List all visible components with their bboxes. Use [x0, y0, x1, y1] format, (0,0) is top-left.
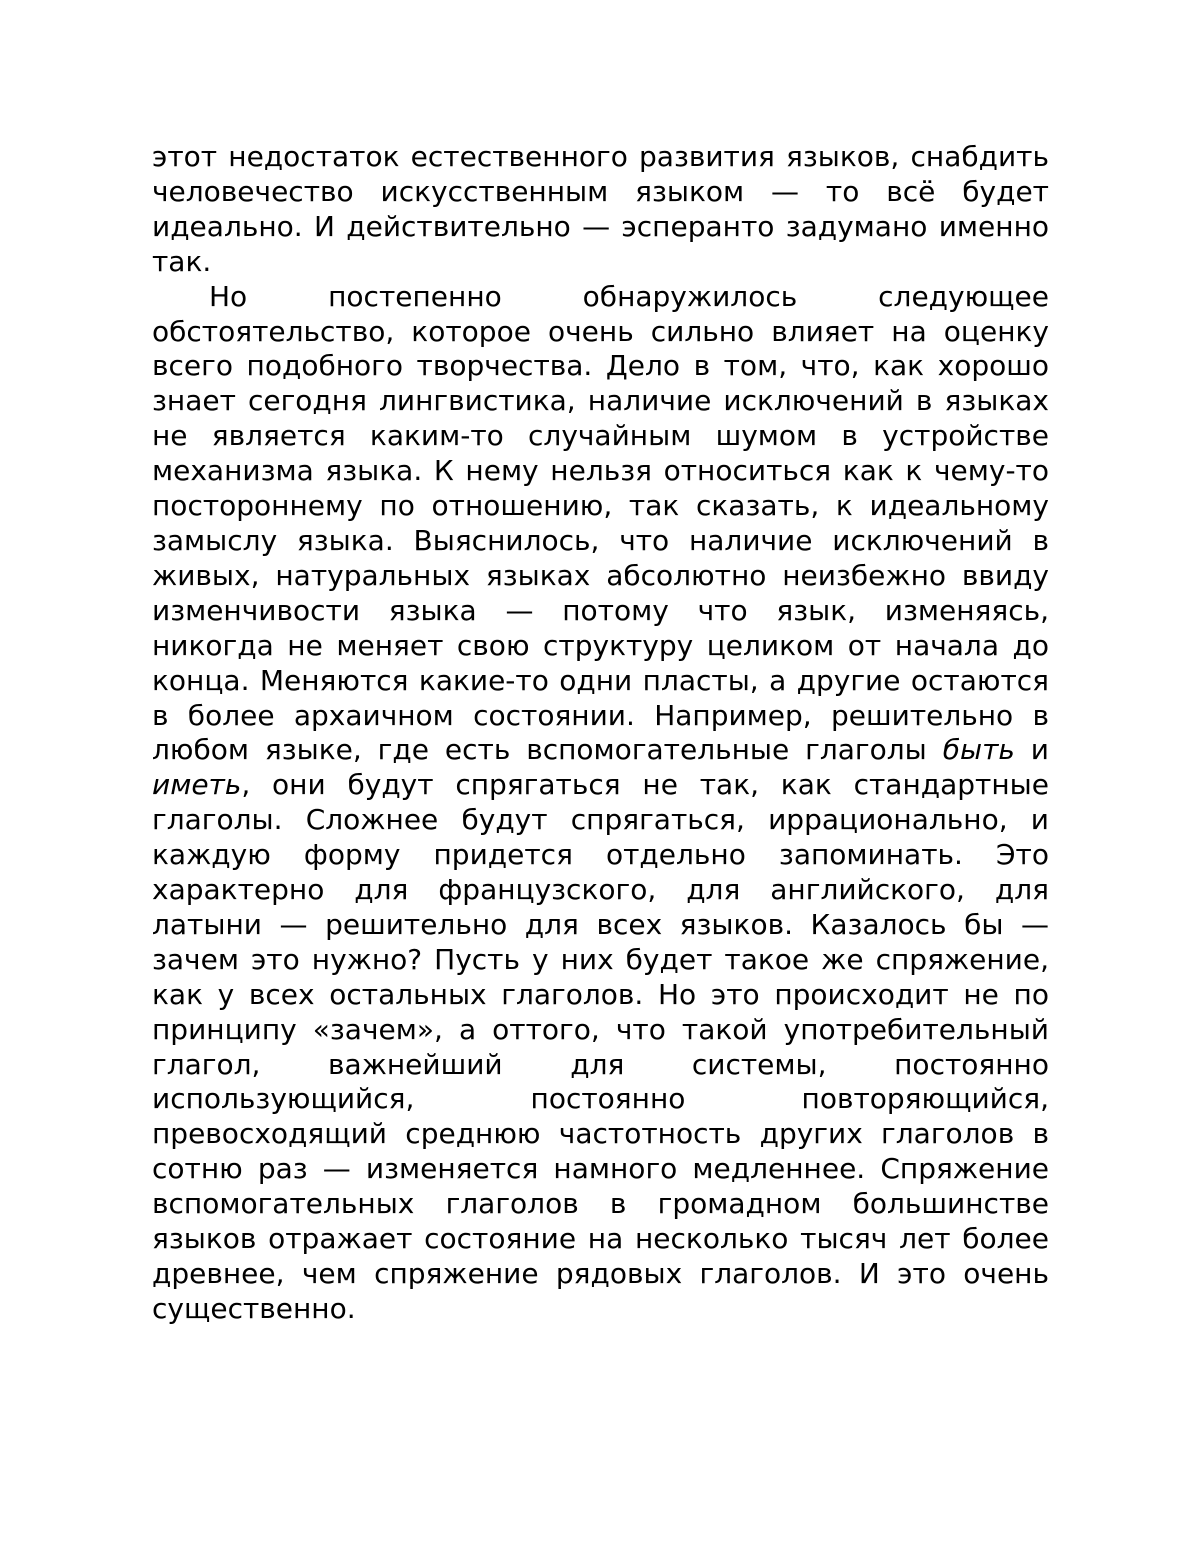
paragraph-1-text: этот недостаток естественного развития языков, снабдить человечество искусственным языком — то всё будет идеально. И действительно — эсперанто задумано именно так. [152, 140, 1049, 278]
paragraph-2-text-start: Но постепенно обнаружилось следующее обстоятельство, которое очень сильно влияет на оценку всего подобного творчества. Дело в том, что, как хорошо знает сегодня лингвистика, наличие исключений в языках не является каким-то случайным шумом в устройстве механизма языка. К нему нельзя относиться как к чему-то постороннему по отношению, так сказать, к идеальному замыслу языка. Выяснилось, что наличие исключений в живых, натуральных языках абсолютно неизбежно ввиду изменчивости языка — потому что язык, изменяясь, никогда не меняет свою структуру целиком от начала до конца. Меняются какие-то одни пласты, а другие остаются в более архаичном состоянии. Например, решительно в любом языке, где есть вспомогательные глаголы [152, 279, 1049, 767]
paragraph-2 [152, 280, 1049, 1327]
italic-term-imet: иметь [152, 768, 242, 802]
paragraph-1 [152, 140, 1049, 280]
italic-term-byt: быть [942, 733, 1015, 767]
paragraph-2-conjunction: и [1014, 733, 1049, 767]
body-text [152, 140, 1049, 1327]
paragraph-2-text-end: , они будут спрягаться не так, как стандартные глаголы. Сложнее будут спрягаться, иррационально, и каждую форму придется отдельно запоминать. Это характерно для французского, для английского, для латыни — решительно для всех языков. Казалось бы — зачем это нужно? Пусть у них будет такое же спряжение, как у всех остальных глаголов. Но это происходит не по принципу «зачем», а оттого, что такой употребительный глагол, важнейший для системы, постоянно использующийся, постоянно повторяющийся, превосходящий среднюю частотность других глаголов в сотню раз — изменяется намного медленнее. Спряжение вспомогательных глаголов в громадном большинстве языков отражает состояние на несколько тысяч лет более древнее, чем спряжение рядовых глаголов. И это очень существенно. [152, 768, 1049, 1325]
